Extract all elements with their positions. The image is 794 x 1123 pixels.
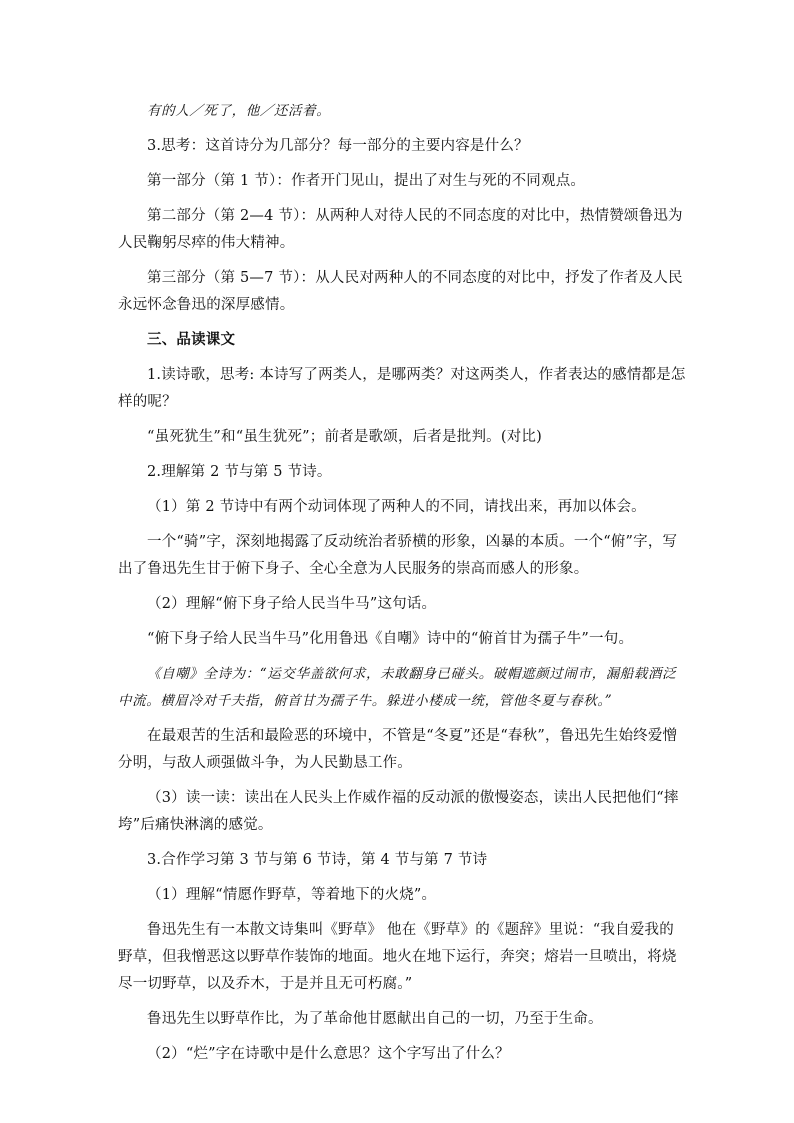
document-body [118,98,688,1068]
analysis-paragraph: 在最艰苦的生活和最险恶的环境中，不管是“冬夏”还是“春秋”，鲁迅先生始终爱憎分明，与敌人顽强做斗争，为人民勤恳工作。 [118,728,678,771]
answer-2-1: 一个“骑”字，深刻地揭露了反动统治者骄横的形象，凶暴的本质。一个“俯”字，写出了鲁迅先生甘于俯下身子、全心全意为人民服务的崇高而感人的形象。 [118,534,678,577]
yecao-quote: 鲁迅先生有一本散文诗集叫《野草》 他在《野草》的《题辞》里说：“我自爱我的野草，但我憎恶这以野草作装饰的地面。地火在地下运行，奔突；熔岩一旦喷出，将烧尽一切野草，以及乔木，于是并且无可朽腐。” [118,922,677,992]
question-1: 1.读诗歌，思考: 本诗写了两类人，是哪两类？对这两类人，作者表达的感情都是怎样的呢？ [118,367,686,410]
question-2: 2.理解第 2 节与第 5 节诗。 [147,464,332,480]
part-one-summary: 第一部分（第 1 节）：作者开门见山，提出了对生与死的不同观点。 [147,173,586,189]
section-heading-3: 三、品读课文 [147,332,236,348]
poem-excerpt-line: 有的人／死了，他／还活着。 [147,103,331,119]
question-3-2: （2）“烂”字在诗歌中是什么意思？这个字写出了什么？ [147,1046,510,1062]
question-3: 3.思考：这首诗分为几部分？每一部分的主要内容是什么？ [147,138,529,154]
zichao-poem-quote: 《自嘲》全诗为：“运交华盖欲何求，未敢翻身已碰头。破帽遮颜过闹市，漏船载酒泛中流。横眉冷对千夫指，俯首甘为孺子牛。躲进小楼成一统，管他冬夏与春秋。” [118,666,677,709]
question-3-1: （1）理解“情愿作野草，等着地下的火烧”。 [147,887,437,903]
question-2-3: （3）读一读：读出在人民头上作威作福的反动派的傲慢姿态，读出人民把他们“摔垮”后痛快淋漓的感觉。 [118,790,679,833]
question-3-group: 3.合作学习第 3 节与第 6 节诗，第 4 节与第 7 节诗 [147,852,488,868]
part-three-summary: 第三部分（第 5—7 节）：从人民对两种人的不同态度的对比中，抒发了作者及人民永远怀念鲁迅的深厚感情。 [118,270,683,313]
question-2-1: （1）第 2 节诗中有两个动词体现了两种人的不同，请找出来，再加以体会。 [147,499,646,515]
answer-1: “虽死犹生”和“虽生犹死”；前者是歌颂，后者是批判。(对比) [147,429,542,445]
question-2-2: （2）理解“俯下身子给人民当牛马”这句话。 [147,596,437,612]
answer-2-2: “俯下身子给人民当牛马”化用鲁迅《自嘲》诗中的“俯首甘为孺子牛”一句。 [147,631,634,647]
answer-3-1: 鲁迅先生以野草作比，为了革命他甘愿献出自己的一切，乃至于生命。 [147,1011,603,1027]
part-two-summary: 第二部分（第 2—4 节）：从两种人对待人民的不同态度的对比中，热情赞颂鲁迅为人民鞠躬尽瘁的伟大精神。 [118,208,683,251]
